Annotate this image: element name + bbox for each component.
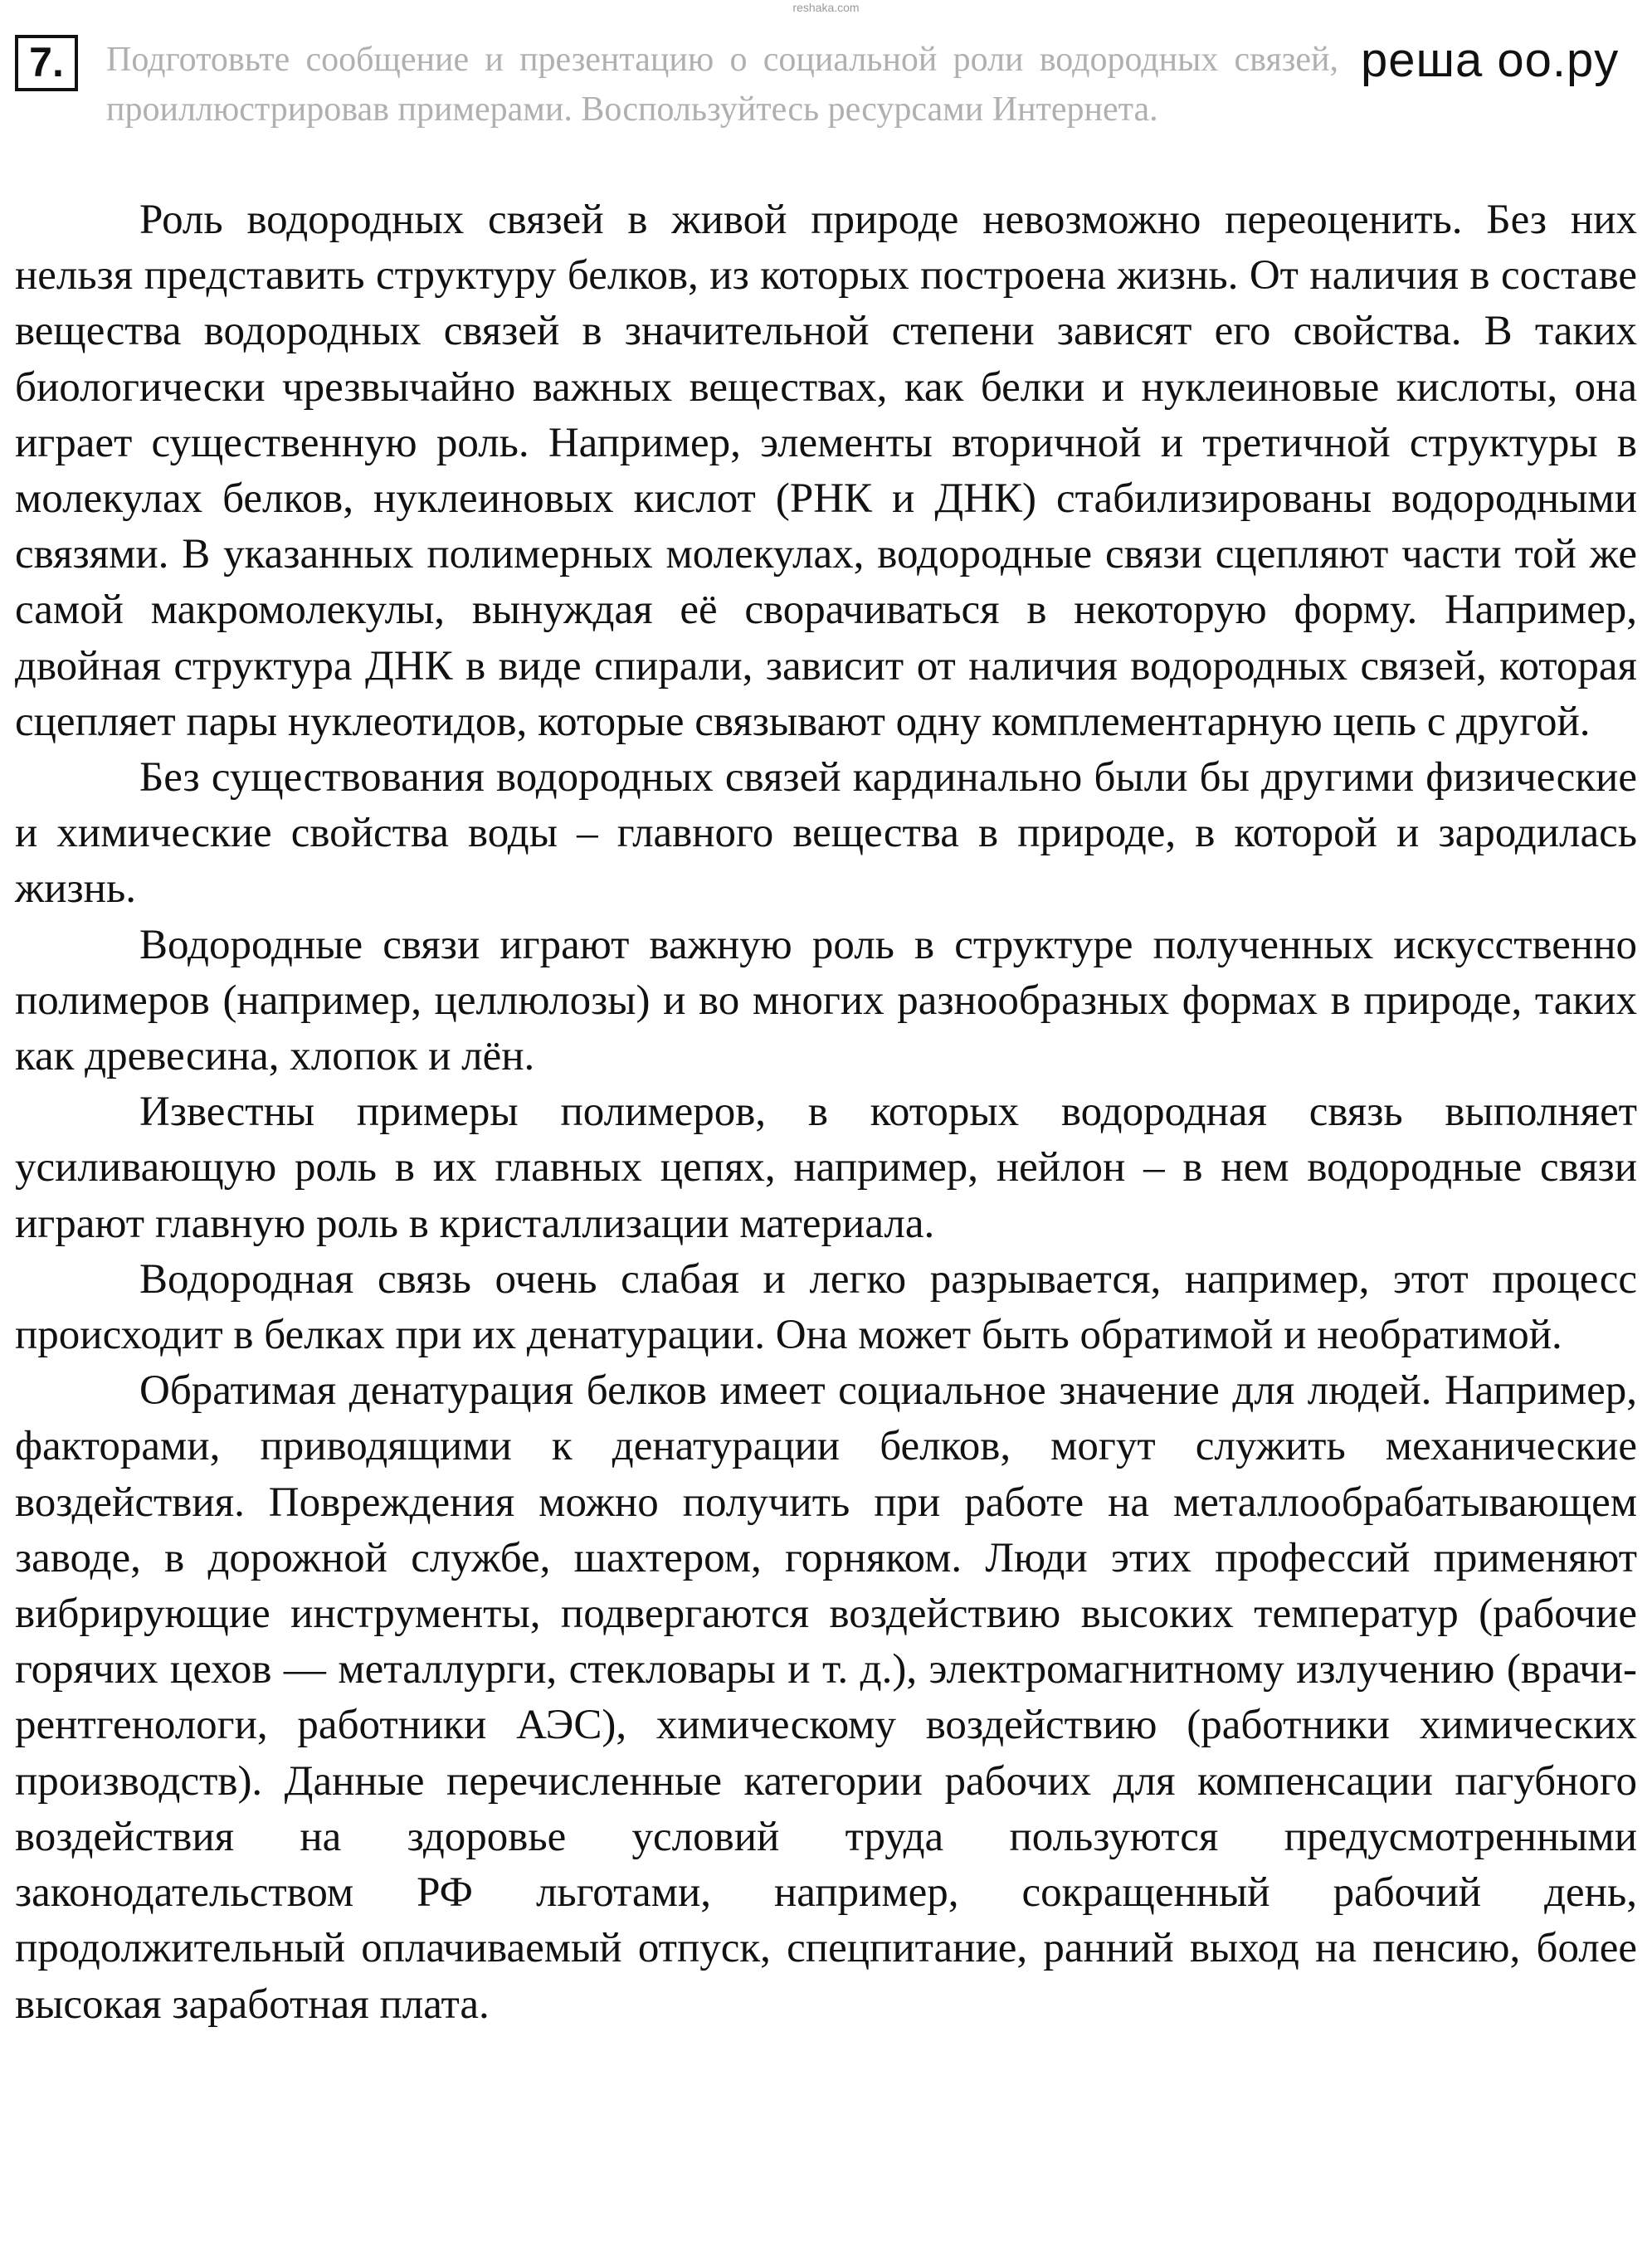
answer-paragraph: Обратимая денатурация белков имеет социальное значение для людей. Например, факторами, приводящими к денатурации белков, могут служить механические воздействия. Повреждения можно получить при работе на металлообрабатывающем заводе, в дорожной службе, шахтером, горняком. Люди этих профессий применяют вибрирующие инструменты, подвергаются воздействию высоких температур (рабочие горячих цехов — металлурги, стекловары и т. д.), электромагнитному излучению (врачи-рентгенологи, работники АЭС), химическому воздействию (работники химических производств). Данные перечисленные категории рабочих для компенсации пагубного воздействия на здоровье условий труда пользуются предусмотренными законодательством РФ льготами, например, сокращенный рабочий день, продолжительный оплачиваемый отпуск, спецпитание, ранний выход на пенсию, более высокая заработная плата.	[15, 1367, 1637, 2028]
site-header-url: reshaka.com	[792, 1, 860, 14]
answer-paragraph: Водородная связь очень слабая и легко разрывается, например, этот процесс происходит в белках при их денатурации. Она может быть обратимой и необратимой.	[15, 1255, 1637, 1359]
task-prompt: Подготовьте сообщение и презентацию о социальной роли водородных связей, проиллюстрировав примерами. Воспользуйтесь ресурсами Интернета.	[106, 41, 1338, 129]
answer-text	[15, 192, 1637, 2033]
answer-paragraph: Без существования водородных связей кардинально были бы другими физические и химические свойства воды – главного вещества в природе, в которой и зародилась жизнь.	[15, 754, 1637, 913]
brand-logo: решa oo.py	[1361, 33, 1620, 87]
answer-paragraph: Известны примеры полимеров, в которых водородная связь выполняет усиливающую роль в их главных цепях, например, нейлон – в нем водородные связи играют главную роль в кристаллизации материала.	[15, 1089, 1637, 1247]
task-block	[15, 35, 1637, 134]
answer-paragraph: Роль водородных связей в живой природе невозможно переоценить. Без них нельзя представить структуру белков, из которых построена жизнь. От наличия в составе вещества водородных связей в значительной степени зависят его свойства. В таких биологически чрезвычайно важных веществах, как белки и нуклеиновые кислоты, она играет существенную роль. Например, элементы вторичной и третичной структуры в молекулах белков, нуклеиновых кислот (РНК и ДНК) стабилизированы водородными связями. В указанных полимерных молекулах, водородные связи сцепляют части той же самой макромолекулы, вынуждая её сворачиваться в некоторую форму. Например, двойная структура ДНК в виде спирали, зависит от наличия водородных связей, которая сцепляет пары нуклеотидов, которые связывают одну комплементарную цепь с другой.	[15, 197, 1637, 745]
answer-paragraph: Водородные связи играют важную роль в структуре полученных искусственно полимеров (например, целлюлозы) и во многих разнообразных формах в природе, таких как древесина, хлопок и лён.	[15, 921, 1637, 1080]
task-number-box: 7.	[15, 35, 78, 91]
